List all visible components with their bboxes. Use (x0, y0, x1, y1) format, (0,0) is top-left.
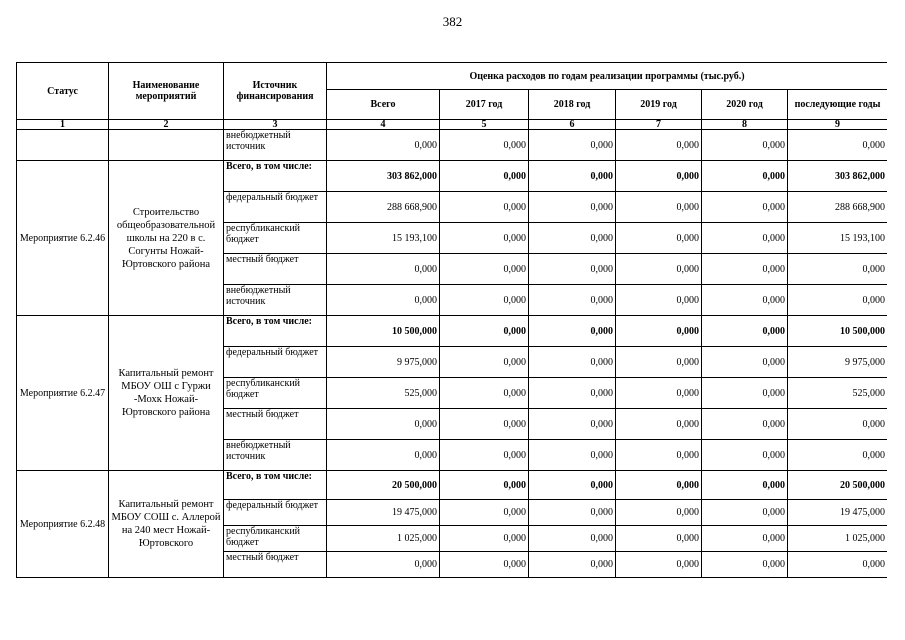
source-cell: Всего, в том числе: (224, 471, 327, 500)
status-cell: Мероприятие 6.2.46 (17, 161, 109, 316)
value-cell: 0,000 (702, 471, 788, 500)
value-cell: 0,000 (440, 130, 529, 161)
value-cell: 0,000 (702, 285, 788, 316)
value-cell: 0,000 (529, 130, 616, 161)
value-cell: 15 193,100 (788, 223, 888, 254)
header-year: 2017 год (440, 90, 529, 120)
value-cell: 0,000 (616, 500, 702, 526)
value-cell: 0,000 (702, 347, 788, 378)
value-cell: 0,000 (616, 254, 702, 285)
value-cell: 0,000 (529, 440, 616, 471)
value-cell: 0,000 (788, 285, 888, 316)
value-cell: 1 025,000 (788, 526, 888, 552)
value-cell: 0,000 (440, 500, 529, 526)
value-cell: 0,000 (788, 254, 888, 285)
value-cell: 0,000 (702, 440, 788, 471)
value-cell: 0,000 (529, 526, 616, 552)
column-number: 4 (327, 120, 440, 130)
source-cell: местный бюджет (224, 409, 327, 440)
value-cell: 0,000 (440, 161, 529, 192)
value-cell: 0,000 (788, 130, 888, 161)
value-cell: 0,000 (702, 192, 788, 223)
source-cell: республиканский бюджет (224, 378, 327, 409)
source-cell: местный бюджет (224, 254, 327, 285)
value-cell: 9 975,000 (327, 347, 440, 378)
value-cell: 10 500,000 (788, 316, 888, 347)
value-cell: 303 862,000 (788, 161, 888, 192)
table-row (17, 316, 888, 347)
value-cell: 0,000 (529, 378, 616, 409)
value-cell: 0,000 (788, 552, 888, 578)
value-cell: 0,000 (788, 409, 888, 440)
expenditure-table-container (16, 62, 887, 594)
value-cell: 0,000 (616, 161, 702, 192)
value-cell: 0,000 (529, 552, 616, 578)
value-cell: 15 193,100 (327, 223, 440, 254)
value-cell: 0,000 (702, 526, 788, 552)
value-cell: 0,000 (702, 223, 788, 254)
value-cell: 0,000 (440, 552, 529, 578)
source-cell: республиканский бюджет (224, 526, 327, 552)
source-cell: республиканский бюджет (224, 223, 327, 254)
value-cell: 0,000 (702, 500, 788, 526)
status-cell (17, 130, 109, 161)
header-estimate: Оценка расходов по годам реализации программы (тыс.руб.) (327, 63, 888, 90)
value-cell: 0,000 (702, 130, 788, 161)
value-cell: 0,000 (529, 254, 616, 285)
column-number: 2 (109, 120, 224, 130)
header-year: 2019 год (616, 90, 702, 120)
value-cell: 20 500,000 (788, 471, 888, 500)
value-cell: 0,000 (702, 316, 788, 347)
header-year: последующие годы (788, 90, 888, 120)
value-cell: 0,000 (440, 409, 529, 440)
value-cell: 525,000 (788, 378, 888, 409)
value-cell: 20 500,000 (327, 471, 440, 500)
value-cell: 0,000 (529, 223, 616, 254)
name-cell: Капитальный ремонт МБОУ ОШ с Гуржи -Мохк Ножай-Юртовского района (109, 316, 224, 471)
source-cell: федеральный бюджет (224, 500, 327, 526)
value-cell: 0,000 (702, 552, 788, 578)
value-cell: 0,000 (440, 526, 529, 552)
value-cell: 525,000 (327, 378, 440, 409)
value-cell: 0,000 (327, 254, 440, 285)
header-source: Источник финансирования (224, 63, 327, 120)
value-cell: 0,000 (616, 378, 702, 409)
value-cell: 0,000 (616, 285, 702, 316)
source-cell: внебюджетный источник (224, 130, 327, 161)
value-cell: 0,000 (702, 378, 788, 409)
header-status: Статус (17, 63, 109, 120)
value-cell: 19 475,000 (327, 500, 440, 526)
value-cell: 0,000 (529, 192, 616, 223)
value-cell: 288 668,900 (327, 192, 440, 223)
value-cell: 0,000 (616, 130, 702, 161)
value-cell: 9 975,000 (788, 347, 888, 378)
column-number: 8 (702, 120, 788, 130)
header-year: 2018 год (529, 90, 616, 120)
value-cell: 0,000 (327, 440, 440, 471)
column-number: 7 (616, 120, 702, 130)
page-number: 382 (442, 14, 463, 29)
value-cell: 0,000 (440, 223, 529, 254)
value-cell: 0,000 (327, 130, 440, 161)
value-cell: 0,000 (529, 347, 616, 378)
column-number: 5 (440, 120, 529, 130)
value-cell: 0,000 (529, 285, 616, 316)
column-number: 9 (788, 120, 888, 130)
status-cell: Мероприятие 6.2.47 (17, 316, 109, 471)
name-cell (109, 130, 224, 161)
value-cell: 10 500,000 (327, 316, 440, 347)
value-cell: 0,000 (440, 285, 529, 316)
value-cell: 0,000 (616, 552, 702, 578)
value-cell: 0,000 (702, 409, 788, 440)
value-cell: 0,000 (440, 378, 529, 409)
table-body (17, 130, 888, 578)
value-cell: 0,000 (616, 440, 702, 471)
value-cell: 1 025,000 (327, 526, 440, 552)
source-cell: внебюджетный источник (224, 440, 327, 471)
value-cell: 0,000 (327, 552, 440, 578)
source-cell: местный бюджет (224, 552, 327, 578)
value-cell: 0,000 (702, 254, 788, 285)
header-name: Наименование мероприятий (109, 63, 224, 120)
name-cell: Строительство общеобразовательной школы на 220 в с. Согунты Ножай-Юртовского района (109, 161, 224, 316)
column-number: 1 (17, 120, 109, 130)
value-cell: 0,000 (440, 254, 529, 285)
value-cell: 0,000 (616, 471, 702, 500)
value-cell: 0,000 (529, 500, 616, 526)
column-numbers-row (17, 120, 888, 130)
value-cell: 0,000 (440, 316, 529, 347)
value-cell: 0,000 (529, 316, 616, 347)
value-cell: 0,000 (327, 409, 440, 440)
status-cell: Мероприятие 6.2.48 (17, 471, 109, 578)
value-cell: 0,000 (440, 347, 529, 378)
value-cell: 0,000 (616, 409, 702, 440)
value-cell: 0,000 (616, 526, 702, 552)
value-cell: 0,000 (327, 285, 440, 316)
value-cell: 303 862,000 (327, 161, 440, 192)
value-cell: 0,000 (440, 440, 529, 471)
expenditure-table (16, 62, 887, 578)
value-cell: 0,000 (440, 471, 529, 500)
value-cell: 0,000 (616, 192, 702, 223)
value-cell: 0,000 (440, 192, 529, 223)
source-cell: федеральный бюджет (224, 347, 327, 378)
source-cell: Всего, в том числе: (224, 316, 327, 347)
value-cell: 0,000 (788, 440, 888, 471)
value-cell: 0,000 (616, 347, 702, 378)
value-cell: 288 668,900 (788, 192, 888, 223)
source-cell: федеральный бюджет (224, 192, 327, 223)
table-row (17, 161, 888, 192)
table-row (17, 471, 888, 500)
value-cell: 0,000 (616, 316, 702, 347)
header-year: Всего (327, 90, 440, 120)
name-cell: Капитальный ремонт МБОУ СОШ с. Аллерой на 240 мест Ножай-Юртовского (109, 471, 224, 578)
value-cell: 0,000 (702, 161, 788, 192)
value-cell: 0,000 (616, 223, 702, 254)
source-cell: внебюджетный источник (224, 285, 327, 316)
source-cell: Всего, в том числе: (224, 161, 327, 192)
value-cell: 19 475,000 (788, 500, 888, 526)
header-year: 2020 год (702, 90, 788, 120)
column-number: 6 (529, 120, 616, 130)
value-cell: 0,000 (529, 409, 616, 440)
value-cell: 0,000 (529, 471, 616, 500)
table-row (17, 130, 888, 161)
value-cell: 0,000 (529, 161, 616, 192)
column-number: 3 (224, 120, 327, 130)
